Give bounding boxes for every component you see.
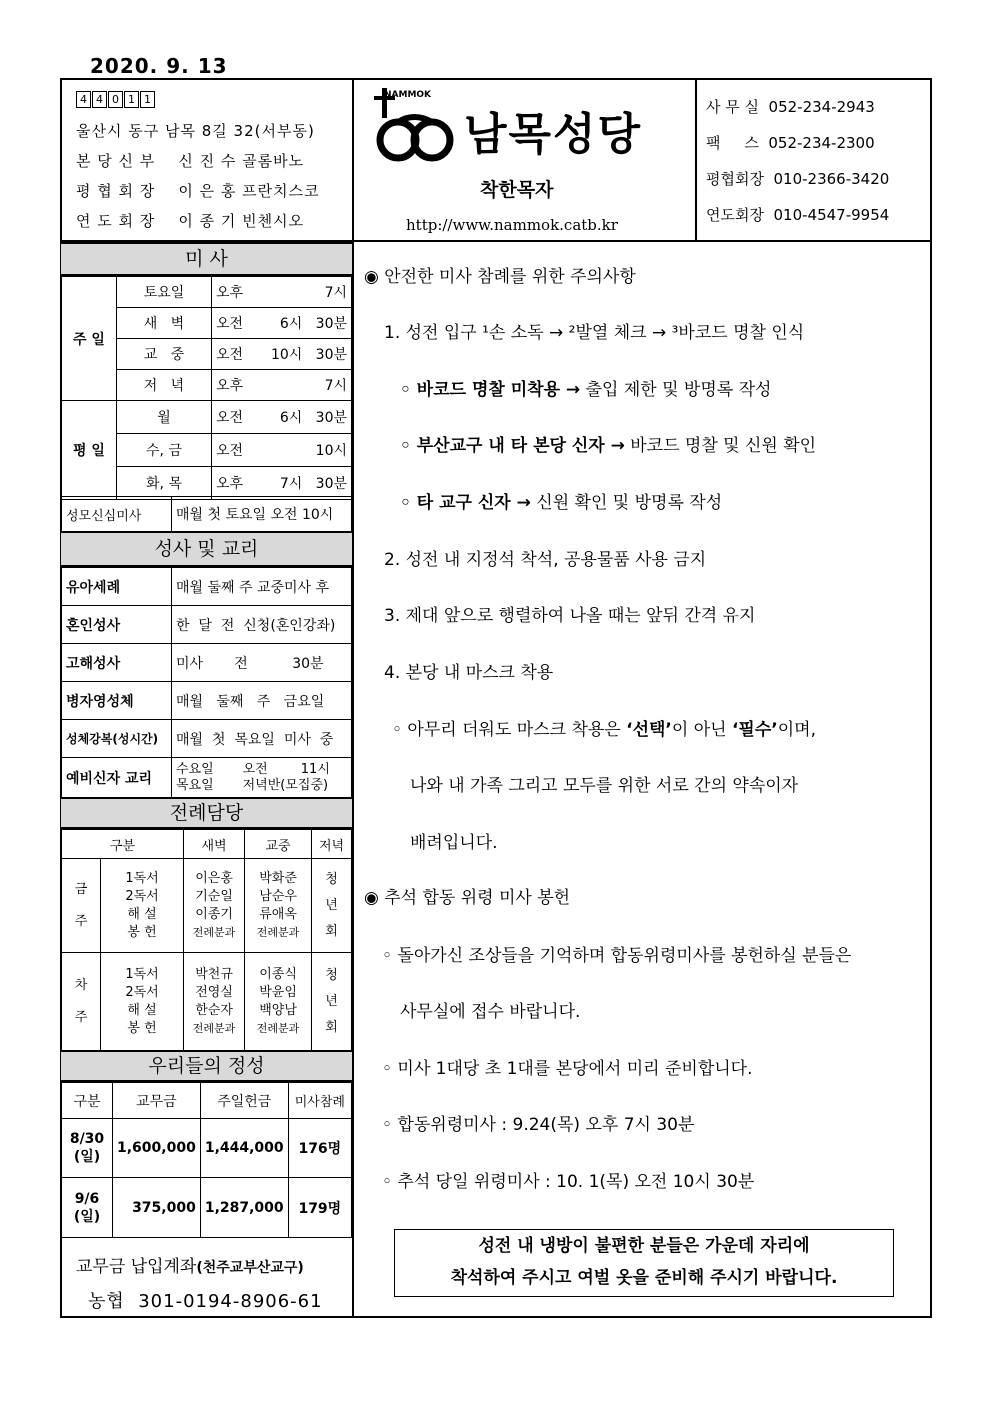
offering-day: (일) <box>73 1208 101 1225</box>
liturgy-person: 이종기 <box>195 906 233 922</box>
mass-hour: 6시 30분 <box>279 316 347 332</box>
liturgy-roles <box>101 953 184 1051</box>
liturgy-person: 류애옥 <box>259 906 297 922</box>
sub-rest: 신원 확인 및 방명록 작성 <box>530 493 723 513</box>
bulletin-date: 2020. 9. 13 <box>90 54 228 78</box>
mass-time <box>212 467 352 500</box>
safety-item-1: 1. 성전 입구 ¹손 소독 → ²발열 체크 → ³바코드 명찰 인식 <box>384 323 805 343</box>
liturgy-main <box>245 859 312 953</box>
mask-line-1 <box>392 715 816 740</box>
mass-ampm: 오후 <box>216 378 244 394</box>
notice-line: 착석하여 주시고 여벌 옷을 준비해 주시기 바랍니다. <box>450 1268 838 1288</box>
mask-choice: ‘선택’ <box>626 720 672 740</box>
offering-header: 구분 <box>62 1083 113 1119</box>
parish-url[interactable]: http://www.nammok.catb.kr <box>406 216 618 234</box>
liturgy-person: 박천규 <box>195 966 233 982</box>
liturgy-person: 전례분과 <box>256 925 300 939</box>
council-chair: 평 협 회 장 이 은 홍 프란치스코 <box>76 182 320 200</box>
mask-line-3: 배려입니다. <box>410 833 498 853</box>
sacrament-value: 매월 둘째 주 교중미사 후 <box>172 568 352 606</box>
offering-date-text: 8/30 <box>69 1131 105 1147</box>
offering-date <box>62 1119 113 1178</box>
mass-ampm: 오전 <box>216 316 244 332</box>
liturgy-role: 해 설 <box>127 1002 157 1018</box>
liturgy-role: 1독서 <box>125 870 159 886</box>
mass-time <box>212 434 352 467</box>
liturgy-role: 2독서 <box>125 888 159 904</box>
memorial-line-2: 사무실에 접수 바랍니다. <box>400 1002 581 1022</box>
account-number: 농협 301-0194-8906-61 <box>88 1291 323 1312</box>
subtitle: 착한목자 <box>480 179 554 201</box>
mass-day: 저 녁 <box>117 370 212 401</box>
sacred-heart-label: 성모신심미사 <box>62 497 172 532</box>
postal-digit: 0 <box>108 91 123 108</box>
sub-rest: 출입 제한 및 방명록 작성 <box>580 380 772 400</box>
sacrament-name: 혼인성사 <box>62 606 172 644</box>
liturgy-role: 봉 헌 <box>127 1020 157 1036</box>
mass-day: 수, 금 <box>117 434 212 467</box>
liturgy-role: 2독서 <box>125 984 159 1000</box>
liturgy-dawn <box>184 953 245 1051</box>
parish-logo <box>368 88 684 168</box>
liturgy-person: 이은홍 <box>195 870 233 886</box>
mask-post: 이며, <box>777 720 816 740</box>
postal-code <box>76 91 156 108</box>
liturgy-evening: 청 년 회 <box>312 859 352 953</box>
liturgy-week: 차 주 <box>62 953 101 1051</box>
safety-sub-barcode <box>400 375 771 400</box>
mass-ampm: 오전 <box>216 410 244 426</box>
mass-hour: 7시 <box>324 378 347 394</box>
liturgy-person: 박윤임 <box>259 984 297 1000</box>
mass-hour: 10시 <box>315 443 347 459</box>
sub-bold: ◦ 부산교구 내 타 본당 신자 → <box>400 436 625 456</box>
offering-sunday: 1,444,000 <box>200 1119 288 1178</box>
mask-mid: 이 아닌 <box>671 720 732 740</box>
liturgy-person: 백양남 <box>259 1002 297 1018</box>
liturgy-roles <box>101 859 184 953</box>
safety-sub-other <box>400 488 722 513</box>
address: 울산시 동구 남목 8길 32(서부동) <box>76 122 315 140</box>
liturgy-header: 새벽 <box>184 830 245 859</box>
contact-council: 평협회장 010-2366-3420 <box>706 170 890 188</box>
mask-pre: ◦ 아무리 더워도 마스크 착용은 <box>392 720 627 740</box>
mass-ampm: 오후 <box>216 285 244 301</box>
mass-ampm: 오후 <box>216 476 244 492</box>
mass-title: 미 사 <box>61 242 352 276</box>
offering-date-text: 9/6 <box>74 1190 100 1207</box>
sacrament-value: 미사 전 30분 <box>172 644 352 682</box>
sacraments-title: 성사 및 교리 <box>61 531 352 567</box>
logo-small-text: NAMMOK <box>384 90 432 100</box>
mass-hour: 6시 30분 <box>279 410 347 426</box>
liturgy-evening: 청 년 회 <box>312 953 352 1051</box>
mass-day: 토요일 <box>117 277 212 308</box>
account-org: (천주교부산교구) <box>196 1260 304 1276</box>
mass-time <box>212 339 352 370</box>
column-divider <box>352 78 354 1318</box>
mass-day: 월 <box>117 401 212 434</box>
memorial-joint-mass: ◦ 합동위령미사 : 9.24(목) 오후 7시 30분 <box>382 1115 695 1135</box>
logo-name: 남목성당 <box>464 109 643 160</box>
safety-sub-busan <box>400 431 816 456</box>
sacrament-name: 유아세례 <box>62 568 172 606</box>
liturgy-person: 이종식 <box>259 966 297 982</box>
mass-hour: 7시 <box>324 285 347 301</box>
contact-office: 사 무 실 052-234-2943 <box>706 98 875 116</box>
cooling-notice-box <box>394 1229 894 1297</box>
liturgy-role: 1독서 <box>125 966 159 982</box>
offering-header: 교무금 <box>113 1083 201 1119</box>
account-label-row <box>76 1252 304 1277</box>
sacrament-name: 고해성사 <box>62 644 172 682</box>
sacrament-value: 매월 둘째 주 금요일 <box>172 682 352 720</box>
mass-day: 화, 목 <box>117 467 212 500</box>
sacred-heart-table <box>61 496 352 532</box>
liturgy-person: 전례분과 <box>256 1021 300 1035</box>
memorial-line-1: ◦ 돌아가신 조상들을 기억하며 합동위령미사를 봉헌하실 분들은 <box>382 946 852 966</box>
contact-elder: 연도회장 010-4547-9954 <box>706 206 890 224</box>
postal-digit: 4 <box>92 91 107 108</box>
mass-time <box>212 401 352 434</box>
liturgy-header: 저녁 <box>312 830 352 859</box>
table-row <box>62 1178 352 1238</box>
liturgy-role: 해 설 <box>127 906 157 922</box>
sub-rest: 바코드 명찰 및 신원 확인 <box>624 436 817 456</box>
catechumen-line: 목요일 저녁반(모집중) <box>176 777 329 793</box>
sunday-label: 주 일 <box>62 277 117 401</box>
liturgy-person: 한순자 <box>195 1002 233 1018</box>
mask-required: ‘필수’ <box>731 720 778 740</box>
mass-hour: 10시 30분 <box>270 347 347 363</box>
liturgy-header: 교중 <box>245 830 312 859</box>
section-safety-title: ◉ 안전한 미사 참례를 위한 주의사항 <box>364 267 636 287</box>
account-label: 교무금 납입계좌 <box>76 1257 197 1277</box>
safety-item-3: 3. 제대 앞으로 행렬하여 나올 때는 앞뒤 간격 유지 <box>384 606 756 626</box>
table-row <box>62 1119 352 1178</box>
offering-header: 주일헌금 <box>200 1083 288 1119</box>
liturgy-person: 남순우 <box>259 888 297 904</box>
postal-digit: 4 <box>76 91 91 108</box>
notice-line: 성전 내 냉방이 불편한 분들은 가운데 자리에 <box>478 1236 810 1256</box>
offering-day: (일) <box>73 1149 101 1165</box>
sub-bold: ◦ 타 교구 신자 → <box>400 493 531 513</box>
postal-digit: 1 <box>140 91 155 108</box>
sacred-heart-value: 매월 첫 토요일 오전 10시 <box>172 497 352 532</box>
contact-fax: 팩 스 052-234-2300 <box>706 134 875 152</box>
sacraments-table <box>61 567 352 798</box>
sacrament-value: 매월 첫 목요일 미사 중 <box>172 720 352 758</box>
contact-divider <box>695 78 697 240</box>
mass-ampm: 오전 <box>216 443 244 459</box>
liturgy-person: 기순일 <box>195 888 233 904</box>
liturgy-main <box>245 953 312 1051</box>
offering-attendance: 179명 <box>288 1178 351 1238</box>
sacrament-value: 한 달 전 신청(혼인강좌) <box>172 606 352 644</box>
cross-logo-icon <box>368 88 468 168</box>
liturgy-person: 전영실 <box>195 984 233 1000</box>
mass-table <box>61 276 352 500</box>
offering-dues: 375,000 <box>113 1178 201 1238</box>
sacrament-name: 성체강복(성시간) <box>62 720 172 758</box>
liturgy-header: 구분 <box>62 830 184 859</box>
mask-line-2: 나와 내 가족 그리고 모두를 위한 서로 간의 약속이자 <box>410 776 799 796</box>
weekday-label: 평 일 <box>62 401 117 500</box>
sub-bold: ◦ 바코드 명찰 미착용 → <box>400 380 581 400</box>
offerings-table <box>61 1082 352 1238</box>
liturgy-title: 전례담당 <box>61 797 352 829</box>
mass-day: 새 벽 <box>117 308 212 339</box>
safety-item-2: 2. 성전 내 지정석 착석, 공용물품 사용 금지 <box>384 550 707 570</box>
memorial-chuseok-mass: ◦ 추석 당일 위령미사 : 10. 1(목) 오전 10시 30분 <box>382 1172 755 1192</box>
liturgy-person: 박화준 <box>259 870 297 886</box>
liturgy-week: 금 주 <box>62 859 101 953</box>
offerings-title: 우리들의 정성 <box>61 1050 352 1082</box>
catechumen-schedule <box>172 758 352 798</box>
sacrament-name: 병자영성체 <box>62 682 172 720</box>
liturgy-person: 전례분과 <box>192 925 236 939</box>
mass-time <box>212 277 352 308</box>
mass-hour: 7시 30분 <box>279 476 347 492</box>
offering-header: 미사참례 <box>288 1083 351 1119</box>
liturgy-person: 전례분과 <box>192 1021 236 1035</box>
priest: 본 당 신 부 신 진 수 골롬바노 <box>76 152 305 170</box>
liturgy-table <box>61 829 352 1051</box>
liturgy-role: 봉 헌 <box>127 924 157 940</box>
elder-chair: 연 도 회 장 이 종 기 빈첸시오 <box>76 212 305 230</box>
offering-dues: 1,600,000 <box>113 1119 201 1178</box>
catechumen-line: 수요일 오전 11시 <box>176 761 330 777</box>
catechumen-name: 예비신자 교리 <box>62 758 172 798</box>
mass-time <box>212 308 352 339</box>
safety-item-4: 4. 본당 내 마스크 착용 <box>384 663 554 683</box>
mass-ampm: 오전 <box>216 347 244 363</box>
memorial-candle: ◦ 미사 1대당 초 1대를 본당에서 미리 준비합니다. <box>382 1059 753 1079</box>
offering-date <box>62 1178 113 1238</box>
mass-day: 교 중 <box>117 339 212 370</box>
offering-attendance: 176명 <box>288 1119 351 1178</box>
liturgy-dawn <box>184 859 245 953</box>
mass-time <box>212 370 352 401</box>
offering-sunday: 1,287,000 <box>200 1178 288 1238</box>
section-memorial-title: ◉ 추석 합동 위령 미사 봉헌 <box>364 888 571 908</box>
postal-digit: 1 <box>124 91 139 108</box>
